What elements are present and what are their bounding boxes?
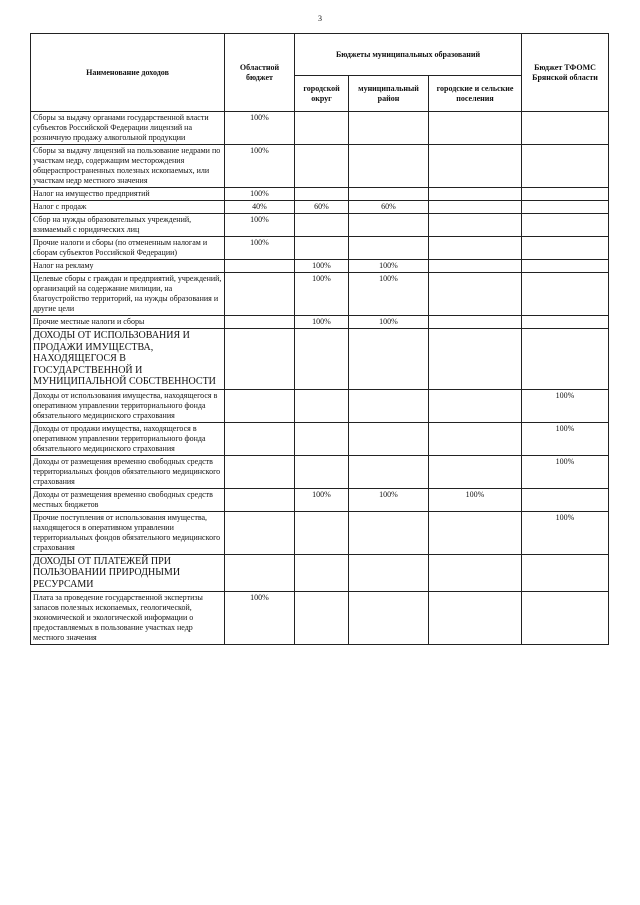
settlements-share-cell [429,214,522,237]
tfoms-share-cell [522,488,609,511]
tfoms-share-cell [522,214,609,237]
tfoms-share-cell [522,237,609,260]
city-share-cell [295,554,349,592]
income-name-cell: Прочие местные налоги и сборы [31,316,225,329]
tfoms-share-cell: 100% [522,389,609,422]
tfoms-share-cell [522,260,609,273]
city-share-cell [295,511,349,554]
district-share-cell [349,214,429,237]
table-row [31,112,609,145]
district-share-cell: 100% [349,488,429,511]
regional-share-cell: 100% [225,237,295,260]
tfoms-share-cell [522,554,609,592]
table-row [31,488,609,511]
settlements-share-cell [429,145,522,188]
regional-share-cell [225,511,295,554]
table-row [31,455,609,488]
regional-share-cell: 100% [225,592,295,645]
income-name-cell: Сборы за выдачу органами государственной власти субъектов Российской Федерации лицензий на розничную продажу алкогольной продукции [31,112,225,145]
header-city-district: городской округ [295,76,349,112]
tfoms-share-cell [522,188,609,201]
income-name-cell: Доходы от продажи имущества, находящегося в оперативном управлении территориального фонда обязательного медицинского страхования [31,422,225,455]
header-tfoms-budget: Бюджет ТФОМС Брянской области [522,34,609,112]
settlements-share-cell: 100% [429,488,522,511]
settlements-share-cell [429,112,522,145]
district-share-cell [349,145,429,188]
income-name-cell: Прочие поступления от использования имущества, находящегося в оперативном управлении территориальных фондов обязательного медицинского страхования [31,511,225,554]
district-share-cell [349,389,429,422]
regional-share-cell [225,422,295,455]
regional-share-cell: 100% [225,145,295,188]
section-heading: ДОХОДЫ ОТ ПЛАТЕЖЕЙ ПРИ ПОЛЬЗОВАНИИ ПРИРОДНЫМИ РЕСУРСАМИ [31,554,225,592]
district-share-cell [349,112,429,145]
tfoms-share-cell [522,112,609,145]
settlements-share-cell [429,188,522,201]
city-share-cell [295,237,349,260]
district-share-cell: 60% [349,201,429,214]
tfoms-share-cell [522,273,609,316]
tfoms-share-cell [522,201,609,214]
city-share-cell [295,329,349,390]
income-name-cell: Доходы от размещения временно свободных средств территориальных фондов обязательного медицинского страхования [31,455,225,488]
table-row [31,188,609,201]
income-name-cell: Плата за проведение государственной экспертизы запасов полезных ископаемых, геологической, экономической и экологической информации о предоставляемых в пользование участках недр местного значения [31,592,225,645]
section-row [31,554,609,592]
district-share-cell [349,511,429,554]
city-share-cell [295,214,349,237]
settlements-share-cell [429,237,522,260]
city-share-cell [295,112,349,145]
city-share-cell [295,389,349,422]
table-row [31,237,609,260]
district-share-cell [349,422,429,455]
settlements-share-cell [429,389,522,422]
table-row [31,273,609,316]
header-municipal-budgets: Бюджеты муниципальных образований [295,34,522,76]
tfoms-share-cell [522,592,609,645]
section-heading: ДОХОДЫ ОТ ИСПОЛЬЗОВАНИЯ И ПРОДАЖИ ИМУЩЕСТВА, НАХОДЯЩЕГОСЯ В ГОСУДАРСТВЕННОЙ И МУНИЦИПАЛЬНОЙ СОБСТВЕННОСТИ [31,329,225,390]
tfoms-share-cell [522,316,609,329]
regional-share-cell [225,260,295,273]
page-number: 3 [318,14,322,23]
header-income-name: Наименование доходов [31,34,225,112]
regional-share-cell [225,455,295,488]
table-row [31,592,609,645]
table-row [31,511,609,554]
settlements-share-cell [429,316,522,329]
city-share-cell: 60% [295,201,349,214]
district-share-cell: 100% [349,316,429,329]
city-share-cell: 100% [295,316,349,329]
regional-share-cell [225,488,295,511]
table-row [31,389,609,422]
district-share-cell [349,554,429,592]
regional-share-cell: 100% [225,188,295,201]
district-share-cell [349,329,429,390]
city-share-cell [295,455,349,488]
city-share-cell: 100% [295,260,349,273]
tfoms-share-cell: 100% [522,511,609,554]
header-regional-budget: Областной бюджет [225,34,295,112]
settlements-share-cell [429,511,522,554]
city-share-cell: 100% [295,273,349,316]
income-name-cell: Налог на имущество предприятий [31,188,225,201]
header-settlements: городские и сельские поселения [429,76,522,112]
table-row [31,201,609,214]
district-share-cell [349,592,429,645]
income-name-cell: Сборы за выдачу лицензий на пользование недрами по участкам недр, содержащим месторождения общераспространенных полезных ископаемых, или участкам недр местного значения [31,145,225,188]
income-name-cell: Доходы от использования имущества, находящегося в оперативном управлении территориального фонда обязательного медицинского страхования [31,389,225,422]
district-share-cell [349,455,429,488]
district-share-cell: 100% [349,273,429,316]
income-name-cell: Налог с продаж [31,201,225,214]
income-name-cell: Целевые сборы с граждан и предприятий, учреждений, организаций на содержание милиции, на благоустройство территорий, на нужды образования и другие цели [31,273,225,316]
district-share-cell [349,188,429,201]
settlements-share-cell [429,455,522,488]
settlements-share-cell [429,329,522,390]
tfoms-share-cell [522,145,609,188]
regional-share-cell [225,329,295,390]
regional-share-cell [225,316,295,329]
tfoms-share-cell [522,329,609,390]
tfoms-share-cell: 100% [522,422,609,455]
city-share-cell: 100% [295,488,349,511]
city-share-cell [295,188,349,201]
table-row [31,214,609,237]
income-name-cell: Сбор на нужды образовательных учреждений, взимаемый с юридических лиц [31,214,225,237]
settlements-share-cell [429,554,522,592]
section-row [31,329,609,390]
income-name-cell: Прочие налоги и сборы (по отмененным налогам и сборам субъектов Российской Федерации) [31,237,225,260]
city-share-cell [295,592,349,645]
regional-share-cell: 40% [225,201,295,214]
regional-share-cell: 100% [225,112,295,145]
city-share-cell [295,422,349,455]
city-share-cell [295,145,349,188]
table-row [31,422,609,455]
regional-share-cell: 100% [225,214,295,237]
settlements-share-cell [429,260,522,273]
revenue-distribution-table [30,33,609,645]
tfoms-share-cell: 100% [522,455,609,488]
income-name-cell: Доходы от размещения временно свободных средств местных бюджетов [31,488,225,511]
settlements-share-cell [429,592,522,645]
district-share-cell [349,237,429,260]
table-row [31,145,609,188]
settlements-share-cell [429,201,522,214]
regional-share-cell [225,389,295,422]
settlements-share-cell [429,273,522,316]
income-name-cell: Налог на рекламу [31,260,225,273]
settlements-share-cell [429,422,522,455]
table-row [31,260,609,273]
table-row [31,316,609,329]
regional-share-cell [225,554,295,592]
regional-share-cell [225,273,295,316]
header-municipal-district: муниципальный район [349,76,429,112]
district-share-cell: 100% [349,260,429,273]
